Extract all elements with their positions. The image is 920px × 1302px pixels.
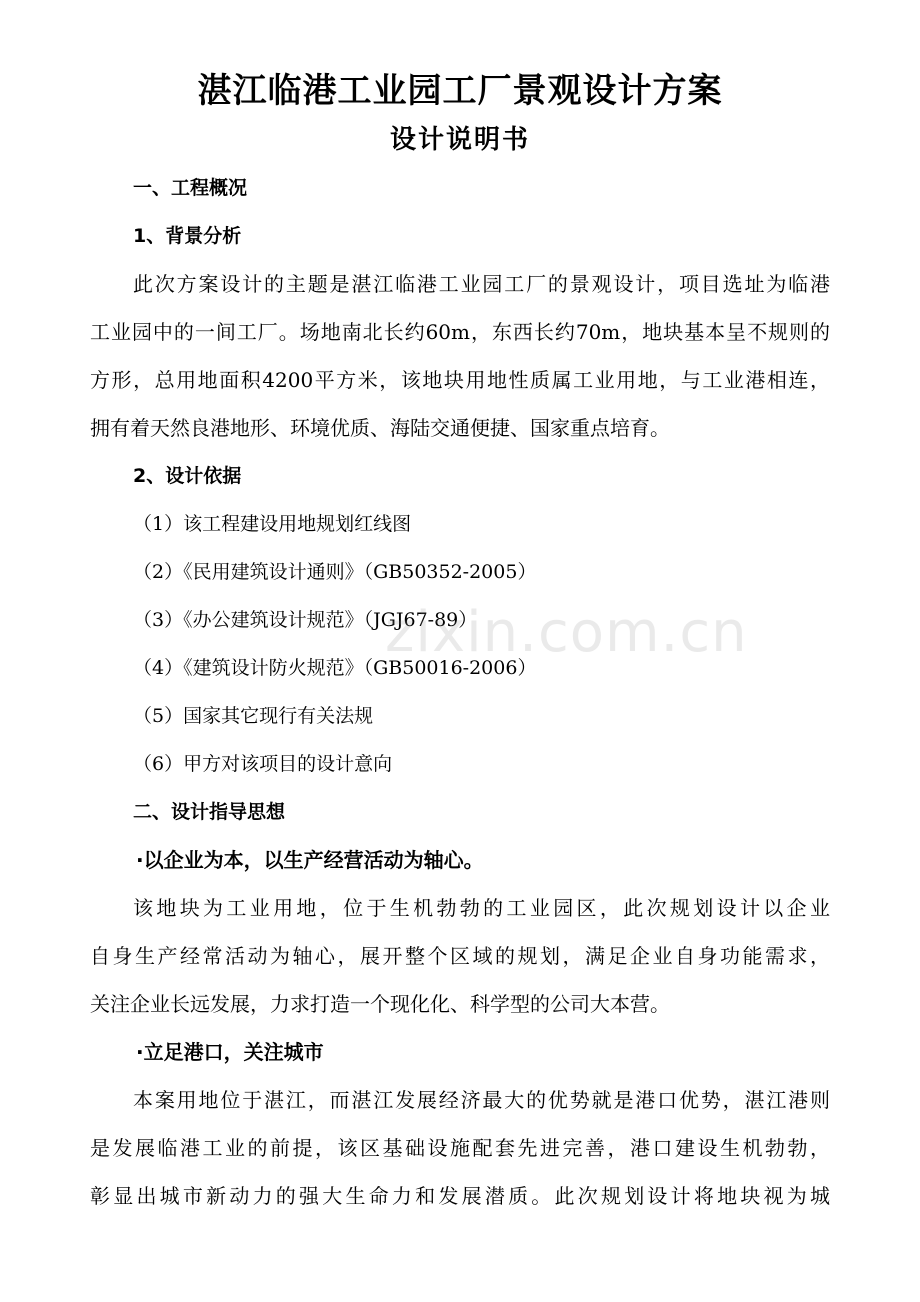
reference-item: （5）国家其它现行有关法规 [133,705,374,727]
paragraph-line: 此次方案设计的主题是湛江临港工业园工厂的景观设计，项目选址为临港 [133,272,830,296]
bullet-heading-port: ·立足港口，关注城市 [136,1040,324,1064]
paragraph-line: 彰显出城市新动力的强大生命力和发展潜质。此次规划设计将地块视为城 [90,1184,830,1208]
paragraph-line: 关注企业长远发展，力求打造一个现化化、科学型的公司大本营。 [90,992,670,1016]
paragraph-line: 拥有着天然良港地形、环境优质、海陆交通便捷、国家重点培育。 [90,416,670,440]
paragraph-line: 自身生产经常活动为轴心，展开整个区域的规划，满足企业自身功能需求， [90,944,830,968]
reference-item: （3）《办公建筑设计规范》（JGJ67-89） [133,609,478,631]
document-subtitle: 设计说明书 [389,125,530,155]
reference-item: （6）甲方对该项目的设计意向 [133,753,393,775]
document-title: 湛江临港工业园工厂景观设计方案 [197,71,723,111]
section-heading-overview: 一、工程概况 [133,177,248,199]
reference-item: （2）《民用建筑设计通则》（GB50352-2005） [133,561,537,583]
paragraph-line: 该地块为工业用地，位于生机勃勃的工业园区，此次规划设计以企业 [133,896,830,920]
paragraph-line: 本案用地位于湛江，而湛江发展经济最大的优势就是港口优势，湛江港则 [133,1088,830,1112]
paragraph-line: 工业园中的一间工厂。场地南北长约60m，东西长约70m，地块基本呈不规则的 [90,320,830,344]
bullet-heading-enterprise: ·以企业为本，以生产经营活动为轴心。 [136,848,484,872]
watermark-text: zixin.com.cn [385,600,748,665]
reference-item: （1）该工程建设用地规划红线图 [133,513,412,535]
subsection-heading-background: 1、背景分析 [133,225,242,247]
reference-item: （4）《建筑设计防火规范》（GB50016-2006） [133,657,537,679]
subsection-heading-basis: 2、设计依据 [133,465,242,487]
paragraph-line: 是发展临港工业的前提，该区基础设施配套先进完善，港口建设生机勃勃， [90,1136,830,1160]
paragraph-line: 方形，总用地面积4200平方米，该地块用地性质属工业用地，与工业港相连， [90,368,830,392]
section-heading-guiding-ideas: 二、设计指导思想 [133,801,286,823]
